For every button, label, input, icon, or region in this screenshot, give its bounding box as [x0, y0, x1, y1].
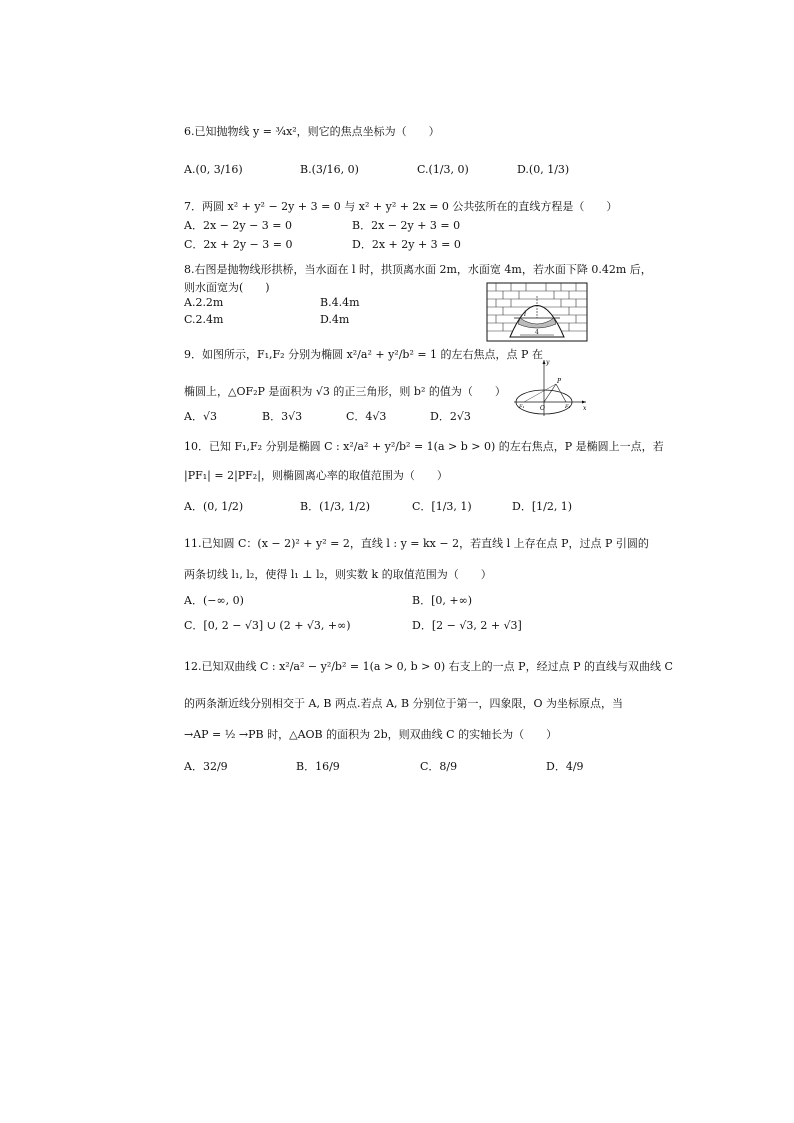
question-7-stem: 7．两圆 x² + y² − 2y + 3 = 0 与 x² + y² + 2x = 0 公共弦所在的直线方程是（ ） [184, 200, 618, 213]
q6-option-b: B.(3/16, 0) [300, 163, 359, 176]
q9-option-b: B．3√3 [262, 410, 303, 423]
q7-option-a: A．2x − 2y − 3 = 0 [184, 219, 292, 232]
q8-option-d: D.4m [320, 313, 350, 326]
question-10-stem-line1: 10．已知 F₁,F₂ 分别是椭圆 C : x²/a² + y²/b² = 1(a > b > 0) 的左右焦点，P 是椭圆上一点，若 [184, 440, 664, 453]
q9-option-a: A．√3 [184, 410, 217, 423]
question-9-stem-line2: 椭圆上，△OF₂P 是面积为 √3 的正三角形，则 b² 的值为（ ） [184, 385, 506, 398]
question-11-stem-line2: 两条切线 l₁, l₂，使得 l₁ ⊥ l₂，则实数 k 的取值范围为（ ） [184, 568, 492, 581]
q6-option-a: A.(0, 3/16) [184, 163, 243, 176]
q11-option-b: B．[0, +∞) [412, 594, 473, 607]
q8-option-a: A.2.2m [184, 296, 224, 309]
q6-option-c: C.(1/3, 0) [417, 163, 469, 176]
q7-option-b: B．2x − 2y + 3 = 0 [352, 219, 461, 232]
ellipse-o-label: O [540, 405, 545, 412]
question-12-stem-line2: 的两条渐近线分别相交于 A, B 两点.若点 A, B 分别位于第一，四象限，O 为坐标原点，当 [184, 697, 624, 710]
q12-option-a: A．32/9 [184, 760, 228, 773]
q9-option-c: C．4√3 [346, 410, 387, 423]
q6-option-d: D.(0, 1/3) [517, 163, 570, 176]
q9-option-d: D．2√3 [430, 410, 471, 423]
q11-option-c: C．[0, 2 − √3] ∪ (2 + √3, +∞) [184, 619, 351, 632]
q7-option-c: C．2x + 2y − 3 = 0 [184, 238, 293, 251]
question-11-stem-line1: 11.已知圆 C：(x − 2)² + y² = 2，直线 l : y = kx − 2，若直线 l 上存在点 P，过点 P 引圆的 [184, 537, 649, 550]
question-12-stem-line3: →AP = ½ →PB 时，△AOB 的面积为 2b，则双曲线 C 的实轴长为（ ） [184, 728, 558, 741]
q7-option-d: D．2x + 2y + 3 = 0 [352, 238, 461, 251]
q12-option-d: D．4/9 [546, 760, 584, 773]
q8-option-b: B.4.4m [320, 296, 360, 309]
ellipse-f2-label: F₂ [565, 404, 571, 410]
q8-option-c: C.2.4m [184, 313, 224, 326]
arch-width-label: 4 [535, 329, 539, 336]
question-12-stem-line1: 12.已知双曲线 C : x²/a² − y²/b² = 1(a > 0, b > 0) 右支上的一点 P，经过点 P 的直线与双曲线 C [184, 660, 673, 673]
ellipse-y-label: y [546, 359, 550, 366]
question-8-stem-line1: 8.右图是抛物线形拱桥，当水面在 l 时，拱顶离水面 2m，水面宽 4m，若水面下降 0.42m 后， [184, 263, 652, 276]
question-9-stem-line1: 9．如图所示，F₁,F₂ 分别为椭圆 x²/a² + y²/b² = 1 的左右焦点，点 P 在 [184, 348, 543, 361]
q12-option-b: B．16/9 [296, 760, 340, 773]
ellipse-p-label: P [557, 378, 562, 385]
q11-option-d: D．[2 − √3, 2 + √3] [412, 619, 522, 632]
q10-option-d: D．[1/2, 1) [512, 500, 573, 513]
question-8-stem-line2: 则水面宽为( ) [184, 281, 270, 294]
q10-option-a: A．(0, 1/2) [184, 500, 244, 513]
ellipse-figure [510, 358, 590, 418]
q10-option-c: C．[1/3, 1) [412, 500, 472, 513]
ellipse-f1-label: F₁ [519, 404, 525, 410]
question-6-stem: 6.已知抛物线 y = ³⁄₄x²，则它的焦点坐标为（ ） [184, 125, 440, 138]
q11-option-a: A．(−∞, 0) [184, 594, 244, 607]
arch-water-label: l [524, 310, 527, 318]
q12-option-c: C．8/9 [420, 760, 458, 773]
q10-option-b: B．(1/3, 1/2) [300, 500, 371, 513]
ellipse-x-label: x [583, 405, 587, 412]
arch-bridge-figure [486, 282, 588, 342]
question-10-stem-line2: |PF₁| = 2|PF₂|，则椭圆离心率的取值范围为（ ） [184, 469, 448, 482]
